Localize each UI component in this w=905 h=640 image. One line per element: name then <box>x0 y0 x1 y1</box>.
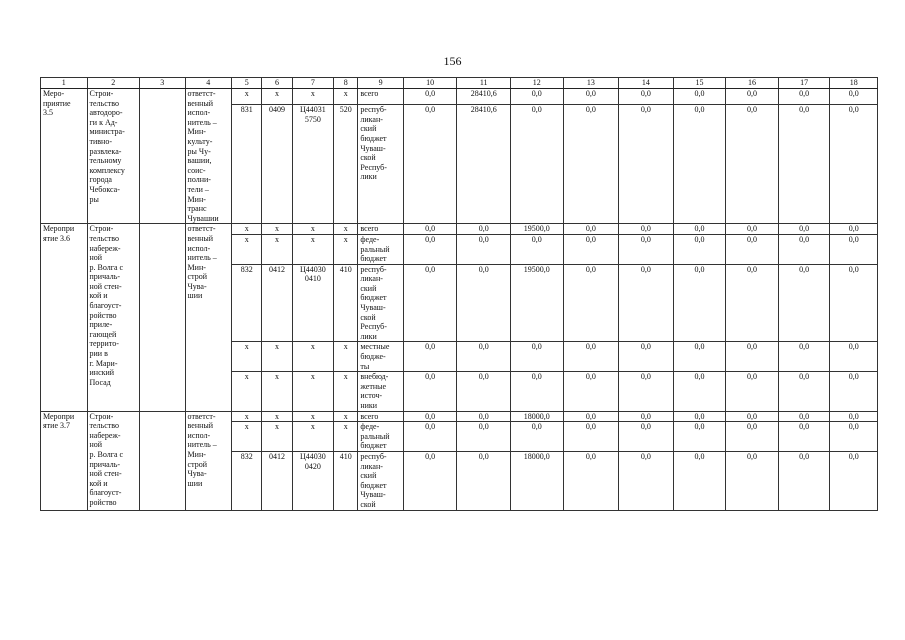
year-value: 0,0 <box>673 422 726 452</box>
measure-executor: ответст- венный испол- нитель – Мин- культу- ры Чу- вашии, соис- полни- тели – Мин- транс Чувашии <box>185 89 232 224</box>
target-code: x <box>292 224 333 235</box>
measure-name: Меропри ятие 3.6 <box>41 224 88 411</box>
year-value: 0,0 <box>726 372 779 411</box>
year-value: 0,0 <box>673 89 726 105</box>
year-value: 0,0 <box>830 264 878 342</box>
year-value: 19500,0 <box>510 264 563 342</box>
empty-cell <box>140 224 185 411</box>
section-code: x <box>262 342 292 372</box>
funding-source: внебюд- жетные источ- ники <box>358 372 403 411</box>
year-value: 28410,6 <box>457 105 511 224</box>
year-value: 0,0 <box>403 342 457 372</box>
year-value: 0,0 <box>510 422 563 452</box>
year-value: 0,0 <box>563 422 619 452</box>
target-code: Ц44031 5750 <box>292 105 333 224</box>
year-value: 0,0 <box>726 422 779 452</box>
year-value: 0,0 <box>457 411 511 422</box>
header-row <box>41 78 878 89</box>
grbs-code: x <box>232 234 262 264</box>
header-cell-2: 2 <box>87 78 140 89</box>
year-value: 0,0 <box>563 89 619 105</box>
year-value: 0,0 <box>403 422 457 452</box>
budget-table <box>40 77 878 511</box>
year-value: 0,0 <box>673 264 726 342</box>
year-value: 0,0 <box>403 89 457 105</box>
target-code: x <box>292 372 333 411</box>
year-value: 0,0 <box>726 224 779 235</box>
year-value: 0,0 <box>563 372 619 411</box>
measure-name: Меропри ятие 3.7 <box>41 411 88 510</box>
header-cell-15: 15 <box>673 78 726 89</box>
year-value: 18000,0 <box>510 411 563 422</box>
grbs-code: 831 <box>232 105 262 224</box>
header-cell-5: 5 <box>232 78 262 89</box>
year-value: 0,0 <box>619 342 674 372</box>
section-code: 0412 <box>262 451 292 510</box>
year-value: 0,0 <box>457 451 511 510</box>
funding-source: всего <box>358 411 403 422</box>
section-code: x <box>262 372 292 411</box>
target-code: Ц44030 0410 <box>292 264 333 342</box>
grbs-code: x <box>232 89 262 105</box>
expense-code: x <box>334 89 358 105</box>
year-value: 0,0 <box>726 105 779 224</box>
target-code: x <box>292 342 333 372</box>
target-code: x <box>292 411 333 422</box>
year-value: 0,0 <box>563 451 619 510</box>
section-code: 0412 <box>262 264 292 342</box>
target-code: x <box>292 234 333 264</box>
year-value: 0,0 <box>778 411 830 422</box>
section-code: x <box>262 89 292 105</box>
header-cell-13: 13 <box>563 78 619 89</box>
grbs-code: x <box>232 411 262 422</box>
header-cell-14: 14 <box>619 78 674 89</box>
measure-title: Строи- тельство набереж- ной р. Волга с причаль- ной стен- кой и благоуст- ройство <box>87 411 140 510</box>
expense-code: x <box>334 411 358 422</box>
year-value: 0,0 <box>510 372 563 411</box>
header-cell-17: 17 <box>778 78 830 89</box>
year-value: 18000,0 <box>510 451 563 510</box>
year-value: 0,0 <box>778 105 830 224</box>
year-value: 0,0 <box>830 342 878 372</box>
year-value: 0,0 <box>510 89 563 105</box>
year-value: 0,0 <box>830 224 878 235</box>
year-value: 0,0 <box>403 264 457 342</box>
year-value: 0,0 <box>778 372 830 411</box>
year-value: 0,0 <box>457 372 511 411</box>
measure-executor: ответст- венный испол- нитель – Мин- строй Чува- шии <box>185 411 232 510</box>
year-value: 0,0 <box>726 411 779 422</box>
header-cell-16: 16 <box>726 78 779 89</box>
year-value: 0,0 <box>673 372 726 411</box>
year-value: 0,0 <box>673 411 726 422</box>
header-cell-10: 10 <box>403 78 457 89</box>
year-value: 0,0 <box>403 224 457 235</box>
funding-source: местные бюдже- ты <box>358 342 403 372</box>
header-cell-7: 7 <box>292 78 333 89</box>
year-value: 0,0 <box>619 89 674 105</box>
year-value: 0,0 <box>563 342 619 372</box>
measure-executor: ответст- венный испол- нитель – Мин- строй Чува- шии <box>185 224 232 411</box>
funding-source: респуб- ликан- ский бюджет Чуваш- ской Респуб- лики <box>358 264 403 342</box>
expense-code: x <box>334 372 358 411</box>
year-value: 0,0 <box>403 451 457 510</box>
expense-code: 410 <box>334 264 358 342</box>
year-value: 0,0 <box>778 342 830 372</box>
expense-code: x <box>334 234 358 264</box>
header-cell-6: 6 <box>262 78 292 89</box>
year-value: 0,0 <box>619 422 674 452</box>
header-cell-8: 8 <box>334 78 358 89</box>
year-value: 0,0 <box>830 105 878 224</box>
funding-source: всего <box>358 224 403 235</box>
funding-source: респуб- ликан- ский бюджет Чуваш- ской <box>358 451 403 510</box>
funding-source: феде- ральный бюджет <box>358 422 403 452</box>
target-code: x <box>292 422 333 452</box>
year-value: 0,0 <box>457 224 511 235</box>
year-value: 0,0 <box>457 264 511 342</box>
grbs-code: x <box>232 224 262 235</box>
year-value: 0,0 <box>619 411 674 422</box>
year-value: 0,0 <box>673 342 726 372</box>
year-value: 0,0 <box>778 234 830 264</box>
target-code: Ц44030 0420 <box>292 451 333 510</box>
funding-source: феде- ральный бюджет <box>358 234 403 264</box>
table-row <box>41 224 878 235</box>
year-value: 0,0 <box>457 422 511 452</box>
year-value: 0,0 <box>726 451 779 510</box>
target-code: x <box>292 89 333 105</box>
year-value: 0,0 <box>726 89 779 105</box>
year-value: 0,0 <box>563 264 619 342</box>
year-value: 0,0 <box>403 411 457 422</box>
year-value: 0,0 <box>510 234 563 264</box>
year-value: 0,0 <box>673 234 726 264</box>
empty-cell <box>140 411 185 510</box>
year-value: 0,0 <box>830 451 878 510</box>
year-value: 0,0 <box>726 342 779 372</box>
expense-code: 410 <box>334 451 358 510</box>
year-value: 0,0 <box>403 105 457 224</box>
section-code: 0409 <box>262 105 292 224</box>
measure-title: Строи- тельство набереж- ной р. Волга с причаль- ной стен- кой и благоуст- ройство приле- гающей террито- рии в г. Мари- инский Посад <box>87 224 140 411</box>
year-value: 0,0 <box>510 105 563 224</box>
year-value: 0,0 <box>619 264 674 342</box>
year-value: 0,0 <box>510 342 563 372</box>
year-value: 0,0 <box>457 342 511 372</box>
year-value: 0,0 <box>673 105 726 224</box>
year-value: 0,0 <box>726 234 779 264</box>
expense-code: x <box>334 422 358 452</box>
year-value: 19500,0 <box>510 224 563 235</box>
year-value: 0,0 <box>830 372 878 411</box>
table-row <box>41 89 878 105</box>
year-value: 0,0 <box>619 372 674 411</box>
expense-code: x <box>334 224 358 235</box>
measure-title: Строи- тельство автодоро- ги к Ад- министра- тивно- развлека- тельному комплексу города Чебокса- ры <box>87 89 140 224</box>
grbs-code: x <box>232 342 262 372</box>
year-value: 0,0 <box>778 224 830 235</box>
page-number: 156 <box>443 54 462 68</box>
header-cell-18: 18 <box>830 78 878 89</box>
year-value: 0,0 <box>778 264 830 342</box>
section-code: x <box>262 234 292 264</box>
section-code: x <box>262 224 292 235</box>
expense-code: x <box>334 342 358 372</box>
funding-source: всего <box>358 89 403 105</box>
grbs-code: 832 <box>232 451 262 510</box>
header-cell-11: 11 <box>457 78 511 89</box>
year-value: 0,0 <box>563 234 619 264</box>
year-value: 0,0 <box>726 264 779 342</box>
expense-code: 520 <box>334 105 358 224</box>
header-cell-9: 9 <box>358 78 403 89</box>
section-code: x <box>262 422 292 452</box>
header-cell-4: 4 <box>185 78 232 89</box>
year-value: 0,0 <box>778 422 830 452</box>
year-value: 0,0 <box>830 89 878 105</box>
section-code: x <box>262 411 292 422</box>
year-value: 0,0 <box>457 234 511 264</box>
year-value: 0,0 <box>563 224 619 235</box>
grbs-code: x <box>232 422 262 452</box>
year-value: 0,0 <box>830 234 878 264</box>
year-value: 0,0 <box>403 234 457 264</box>
year-value: 0,0 <box>563 411 619 422</box>
year-value: 0,0 <box>778 451 830 510</box>
year-value: 0,0 <box>403 372 457 411</box>
year-value: 28410,6 <box>457 89 511 105</box>
measure-name: Меро- приятие 3.5 <box>41 89 88 224</box>
year-value: 0,0 <box>563 105 619 224</box>
year-value: 0,0 <box>673 451 726 510</box>
grbs-code: x <box>232 372 262 411</box>
year-value: 0,0 <box>673 224 726 235</box>
year-value: 0,0 <box>778 89 830 105</box>
year-value: 0,0 <box>830 422 878 452</box>
year-value: 0,0 <box>830 411 878 422</box>
empty-cell <box>140 89 185 224</box>
header-cell-12: 12 <box>510 78 563 89</box>
year-value: 0,0 <box>619 224 674 235</box>
grbs-code: 832 <box>232 264 262 342</box>
year-value: 0,0 <box>619 105 674 224</box>
year-value: 0,0 <box>619 234 674 264</box>
year-value: 0,0 <box>619 451 674 510</box>
header-cell-3: 3 <box>140 78 185 89</box>
header-cell-1: 1 <box>41 78 88 89</box>
funding-source: респуб- ликан- ский бюджет Чуваш- ской Респуб- лики <box>358 105 403 224</box>
table-row <box>41 411 878 422</box>
